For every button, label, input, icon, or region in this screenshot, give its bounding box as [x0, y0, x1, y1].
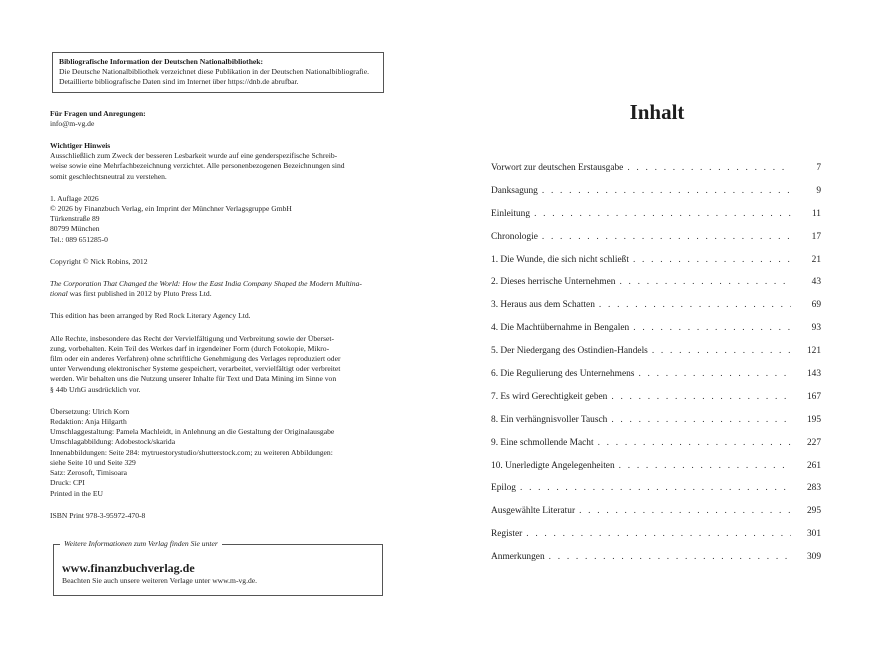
info-box-note: Beachten Sie auch unsere weiteren Verlage unter www.m-vg.de. [62, 576, 258, 585]
toc-entry-title: 4. Die Machtübernahme in Bengalen [491, 323, 630, 334]
toc-entry [491, 529, 821, 552]
toc-leader [619, 277, 791, 287]
toc-entry [491, 346, 821, 369]
toc-leader [652, 346, 791, 356]
toc-entry [491, 300, 821, 323]
credit-line: Umschlaggestaltung: Pamela Machleidt, in Anlehnung an die Gestaltung der Originalausgabe [50, 427, 335, 437]
credit-line: Redaktion: Anja Hilgarth [50, 417, 127, 427]
toc-entry [491, 323, 821, 346]
toc-entry-page: 21 [811, 254, 821, 265]
rights-line: zung, vorbehalten. Kein Teil des Werkes darf in irgendeiner Form (durch Fotokopie, Mikro- [50, 343, 330, 353]
toc-entry-title: 1. Die Wunde, die sich nicht schließt [491, 254, 629, 265]
toc-entry [491, 209, 821, 232]
toc-entry [491, 483, 821, 506]
toc-entry-title: 7. Es wird Gerechtigkeit geben [491, 391, 608, 402]
copyright-line: Copyright © Nick Robins, 2012 [50, 256, 148, 266]
rights-line: werden. Wir behalten uns die Nutzung unserer Inhalte für Text und Data Mining im Sinne von [50, 374, 337, 384]
toc-entry [491, 552, 821, 575]
toc-entry-page: 143 [806, 369, 821, 380]
rights-line: Alle Rechte, insbesondere das Recht der Vervielfältigung und Verbreitung sowie der Überset- [50, 333, 334, 343]
toc-entry-page: 167 [806, 391, 821, 402]
toc-entry-title: 6. Die Regulierung des Unternehmens [491, 369, 635, 380]
toc-entry-page: 195 [806, 414, 821, 425]
toc-entry [491, 255, 821, 278]
toc-leader [520, 483, 791, 493]
toc-entry-page: 261 [806, 460, 821, 471]
publisher-line: 80799 München [50, 224, 100, 234]
toc-entry [491, 186, 821, 209]
publisher-info-box [53, 539, 383, 596]
rights-line: film oder ein anderes Verfahren) ohne schriftliche Genehmigung des Verlages reproduziert oder [50, 354, 341, 364]
credit-line: Innenabbildungen: Seite 284: mytruestorystudio/shutterstock.com; zu weiteren Abbildungen: [50, 447, 333, 457]
toc-entry-page: 301 [806, 529, 821, 540]
credit-line: Umschlagabbildung: Adobestock/skarida [50, 437, 176, 447]
notice-heading: Wichtiger Hinweis [50, 141, 111, 151]
original-title-end: tional [50, 289, 68, 299]
credit-line: Übersetzung: Ulrich Korn [50, 406, 130, 416]
toc-entry-title: Epilog [491, 483, 516, 494]
toc-entry-title: Anmerkungen [491, 552, 545, 563]
toc-entry [491, 163, 821, 186]
toc-leader [526, 529, 791, 539]
edition-line: This edition has been arranged by Red Rock Literary Agency Ltd. [50, 311, 251, 321]
toc-entry-page: 121 [806, 346, 821, 357]
publisher-line: Türkenstraße 89 [50, 214, 100, 224]
contact-block [50, 109, 386, 129]
toc-entry [491, 232, 821, 255]
bib-box-line: Die Deutsche Nationalbibliothek verzeichnet diese Publikation in der Deutschen Nationalbibliografie. [59, 67, 369, 77]
toc-entry-title: Chronologie [491, 231, 538, 242]
contents-page [491, 100, 821, 575]
info-box-legend: Weitere Informationen zum Verlag finden Sie unter [60, 539, 222, 548]
contact-email: info@m-vg.de [50, 118, 95, 128]
toc-entry-title: Register [491, 529, 523, 540]
toc-entry-page: 9 [816, 185, 821, 196]
notice-line: Ausschließlich zum Zweck der besseren Lesbarkeit wurde auf eine genderspezifische Schreib- [50, 151, 338, 161]
toc-entry-page: 11 [811, 208, 821, 219]
toc-entry-title: Vorwort zur deutschen Erstausgabe [491, 163, 624, 173]
toc-leader [599, 300, 791, 310]
toc-entry-page: 93 [811, 323, 821, 334]
publisher-line: Tel.: 089 651285-0 [50, 234, 108, 244]
credit-line: Druck: CPI [50, 478, 85, 488]
rights-block [50, 334, 386, 395]
credit-line: siehe Seite 10 und Seite 329 [50, 457, 136, 467]
toc-entry-page: 295 [806, 506, 821, 517]
credit-line: Printed in the EU [50, 488, 103, 498]
table-of-contents [491, 163, 821, 575]
toc-leader [534, 209, 791, 219]
bib-box-title: Bibliografische Information der Deutschen Nationalbibliothek: [59, 57, 264, 66]
original-title-line: The Corporation That Changed the World: How the East India Company Shaped the Modern Multina- [50, 279, 362, 289]
toc-leader [542, 186, 791, 196]
toc-leader [633, 255, 791, 265]
bibliographic-info-box [52, 52, 384, 93]
toc-entry-title: Danksagung [491, 185, 538, 196]
edition-block [50, 311, 386, 321]
toc-entry-page: 283 [806, 483, 821, 494]
toc-entry-title: 10. Unerledigte Angelegenheiten [491, 460, 615, 471]
toc-entry-page: 43 [811, 277, 821, 288]
toc-entry-title: 2. Dieses herrische Unternehmen [491, 277, 616, 288]
copyright-block [50, 257, 386, 267]
toc-leader [598, 438, 791, 448]
toc-entry-title: 9. Eine schmollende Macht [491, 437, 594, 448]
toc-entry-page: 17 [811, 231, 821, 242]
publisher-line: 1. Auflage 2026 [50, 193, 99, 203]
toc-leader [619, 461, 791, 471]
rights-line: § 44b UrhG ausdrücklich vor. [50, 384, 141, 394]
toc-entry-page: 69 [811, 300, 821, 311]
toc-entry [491, 277, 821, 300]
toc-entry-page: 227 [806, 437, 821, 448]
toc-entry-title: 5. Der Niedergang des Ostindien-Handels [491, 346, 648, 357]
toc-leader [579, 506, 791, 516]
toc-leader [611, 415, 791, 425]
bib-box-line: Detaillierte bibliografische Daten sind im Internet über https://dnb.de abrufbar. [59, 77, 299, 87]
toc-entry [491, 438, 821, 461]
credits-block [50, 407, 386, 499]
toc-leader [638, 369, 791, 379]
toc-entry [491, 369, 821, 392]
toc-leader [611, 392, 791, 402]
toc-entry [491, 415, 821, 438]
toc-leader [542, 232, 791, 242]
toc-entry-page: 309 [806, 552, 821, 563]
toc-leader [549, 552, 791, 562]
contact-heading: Für Fragen und Anregungen: [50, 108, 146, 118]
toc-entry-title: 3. Heraus aus dem Schatten [491, 300, 595, 311]
toc-entry-page: 7 [816, 163, 821, 173]
original-edition-block [50, 279, 386, 299]
isbn: ISBN Print 978-3-95972-470-8 [50, 510, 146, 520]
notice-line: somit geschlechtsneutral zu verstehen. [50, 171, 167, 181]
isbn-block [50, 511, 386, 521]
rights-line: unter Verwendung elektronischer Systeme gespeichert, verarbeitet, vervielfältigt oder verbreitet [50, 364, 341, 374]
notice-block [50, 141, 386, 182]
toc-entry [491, 506, 821, 529]
notice-line: weise sowie eine Mehrfachbezeichnung verzichtet. Alle personenbezogenen Bezeichnungen sind [50, 161, 345, 171]
imprint-page [50, 52, 386, 521]
publisher-line: © 2026 by Finanzbuch Verlag, ein Imprint der Münchner Verlagsgruppe GmbH [50, 204, 292, 214]
toc-entry-title: 8. Ein verhängnisvoller Tausch [491, 414, 608, 425]
original-publication-note: was first published in 2012 by Pluto Press Ltd. [67, 289, 212, 299]
toc-leader [633, 323, 791, 333]
publisher-website: www.finanzbuchverlag.de [62, 561, 195, 575]
credit-line: Satz: Zerosoft, Timisoara [50, 468, 127, 478]
page-title: Inhalt [629, 100, 685, 124]
toc-entry [491, 392, 821, 415]
toc-entry-title: Ausgewählte Literatur [491, 506, 576, 517]
toc-leader [627, 163, 791, 173]
publisher-block [50, 194, 386, 245]
toc-entry [491, 461, 821, 484]
toc-entry-title: Einleitung [491, 208, 531, 219]
